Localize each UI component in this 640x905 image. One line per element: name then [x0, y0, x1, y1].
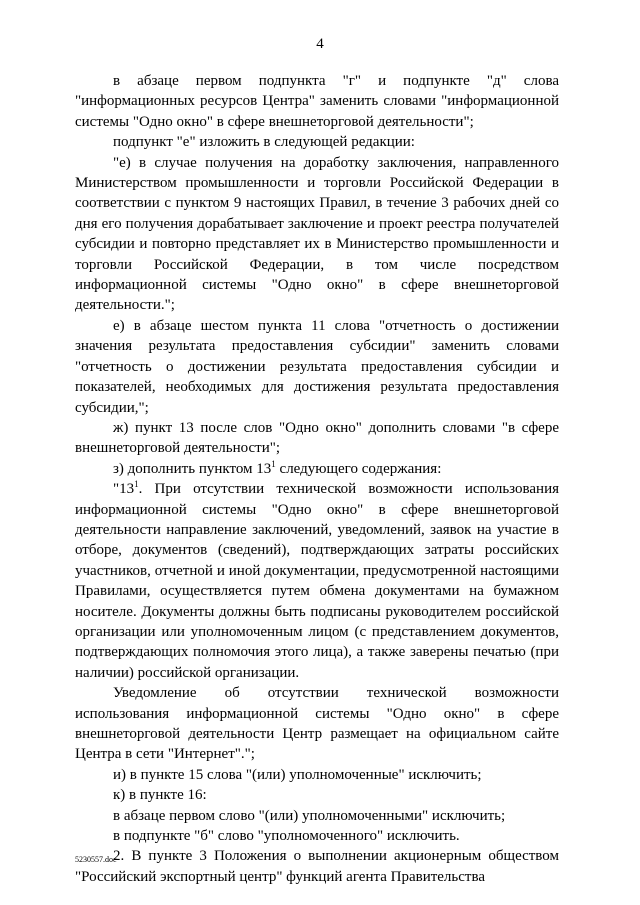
paragraph: "е) в случае получения на доработку заключения, направленного Министерством промышленности и торговли Российской Федерации в соответствии с пунктом 9 настоящих Правил, в течение 3 рабочих дней со дня его получения дорабатывает заключение и проект реестра получателей субсидии и повторно представляет их в Министерство промышленности и торговли Российской Федерации, в том числе посредством информационной системы "Одно окно" в сфере внешнеторговой деятельности.";: [75, 154, 559, 314]
paragraph: к) в пункте 16:: [113, 787, 207, 804]
paragraph: в подпункте "б" слово "уполномоченного" исключить.: [113, 828, 460, 845]
footer-filename: 5230557.doc: [75, 855, 117, 864]
paragraph-item-z: [75, 459, 559, 479]
paragraph: подпункт "е" изложить в следующей редакции:: [113, 134, 415, 151]
paragraph: 2. В пункте 3 Положения о выполнении акционерным обществом "Российский экспортный центр" функций агента Правительства: [75, 848, 559, 885]
paragraph: ж) пункт 13 после слов "Одно окно" дополнить словами "в сфере внешнеторговой деятельности";: [75, 419, 559, 457]
item-z-text: з) дополнить пунктом 13: [113, 460, 272, 477]
item-z-text-after: следующего содержания:: [275, 460, 442, 477]
superscript: 1: [134, 479, 139, 490]
document-body: [75, 71, 559, 887]
paragraph: Уведомление об отсутствии технической возможности использования информационной системы "Одно окно" в сфере внешнеторговой деятельности Центр размещает на официальном сайте Центра в сети "Интернет".";: [75, 685, 559, 763]
paragraph: е) в абзаце шестом пункта 11 слова "отчетность о достижении значения результата предоставления субсидии" заменить словами "отчетность о достижении результата предоставления субсидии и показателей, необходимых для достижения результата предоставления субсидии,";: [75, 317, 559, 416]
p13-1-text: . При отсутствии технической возможности использования информационной системы "Одно окно" в сфере внешнеторговой деятельности направление заключений, уведомлений, заявок на участие в отборе, документов (сведений), подтверждающих затраты российских участников, отчетной и иной документации, предусмотренной настоящими Правилами, осуществляется путем обмена документами на бумажном носителе. Документы должны быть подписаны руководителем российской организации или уполномоченным лицом (с представлением документов, подтверждающих полномочия этого лица), а также заверены печатью (при наличии) российской организации.: [75, 481, 559, 681]
page-number: 4: [316, 36, 324, 52]
superscript: 1: [271, 458, 276, 469]
paragraph: и) в пункте 15 слова "(или) уполномоченные" исключить;: [113, 766, 482, 783]
paragraph: в абзаце первом подпункта "г" и подпункте "д" слова "информационных ресурсов Центра" заменить словами "информационной системы "Одно окно" в сфере внешнеторговой деятельности";: [75, 73, 559, 130]
paragraph-13-1: [75, 479, 559, 683]
p13-1-open: "13: [113, 481, 135, 498]
paragraph: в абзаце первом слово "(или) уполномоченными" исключить;: [113, 807, 506, 824]
